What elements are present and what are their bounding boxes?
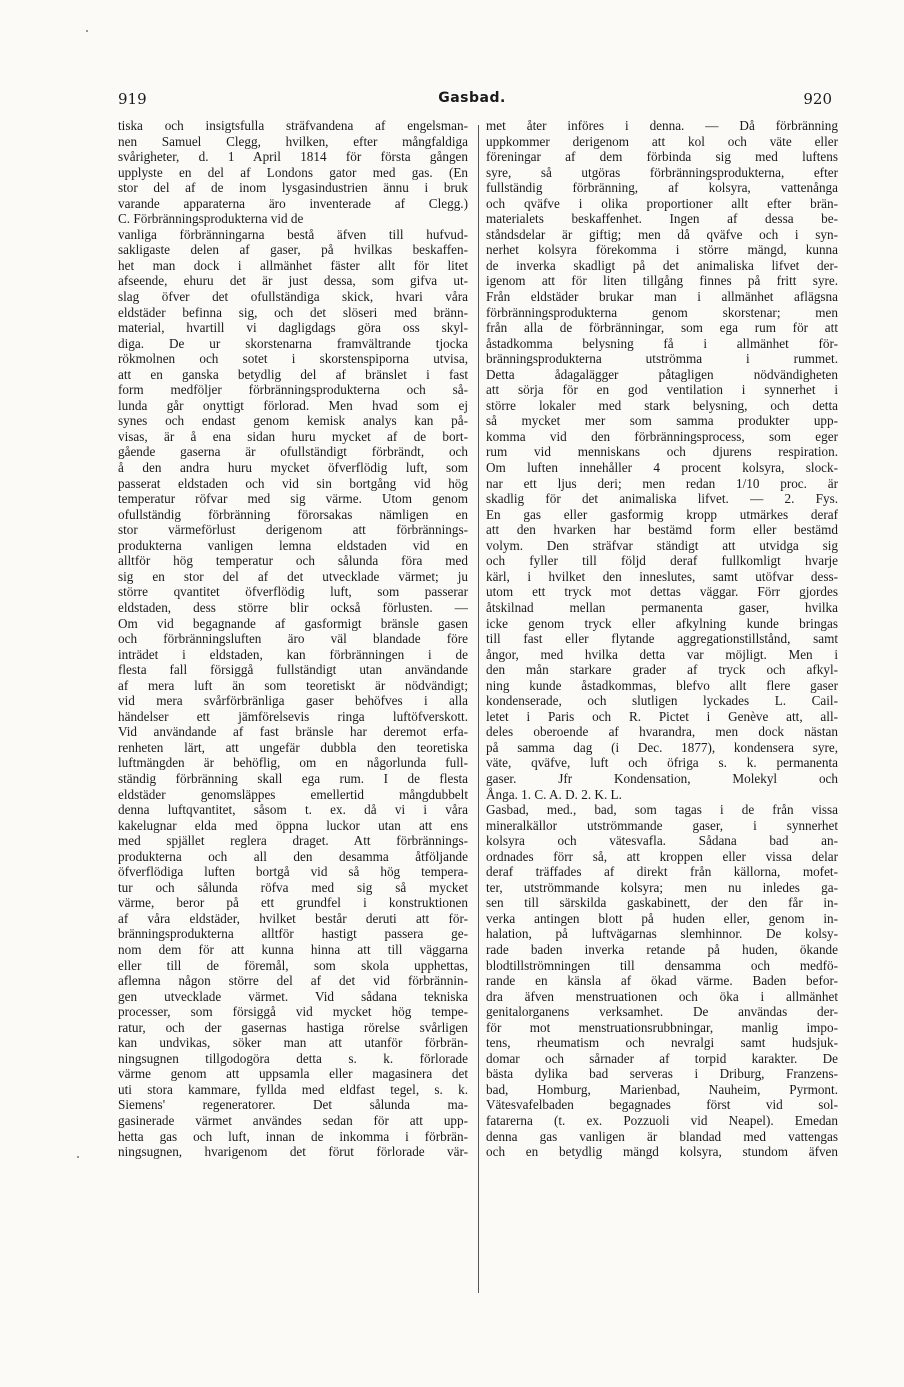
text-line: nerhet kolsyra förekomma i större mängd, kunna [486,242,838,258]
text-line: varande apparaterna äro inventerade af Clegg.) [118,195,468,211]
text-line: flesta fall försiggå fullständigt utan användande [118,662,468,678]
text-line: kan undvikas, söker man att utanför förbrän- [118,1035,468,1051]
text-line: hetta gas och luft, innan de inkomma i förbrän- [118,1128,468,1144]
text-line: eldstäder befinna sig, och det slöseri med bränn- [118,304,468,320]
text-line: domar och sårnader af torpid karakter. De [486,1050,838,1066]
text-line: nar ett ljus deri; men redan 1/10 proc. är [486,475,838,491]
text-line: tens, rheumatism och nevralgi samt hudsjuk- [486,1035,838,1051]
text-line: blodtillströmningen till densamma och medfö- [486,957,838,973]
text-line: vid mera svårförbränliga gaser behöfves i alla [118,693,468,709]
text-line: bränningsprodukterna utströmma i rummet. [486,351,838,367]
text-line: tur och sålunda röfva med sig så mycket [118,879,468,895]
text-line: rande en känsla af ökad värme. Baden befor- [486,973,838,989]
text-line: svårigheter, d. 1 April 1814 för första gången [118,149,468,165]
right-text-column [486,118,838,1298]
text-line: Om vid begagnande af gasformigt bränsle gasen [118,615,468,631]
text-line: ter, utströmmande kolsyra; men nu inledes ga- [486,879,838,895]
text-line: visas, är å ena sidan huru mycket af de bort- [118,428,468,444]
text-line: gen utvecklade värmet. Vid sådana tekniska [118,988,468,1004]
text-line: materialets beskaffenhet. Ingen af dessa be- [486,211,838,227]
text-line: med spjället reglera draget. Att förbrännings- [118,833,468,849]
text-line: väte, qväfve, luft och öfriga s. k. permanenta [486,755,838,771]
text-line: stor del af de inom lysgasindustrien ännu i bruk [118,180,468,196]
paper-speck [77,1156,79,1158]
text-line: eldstäder genomsläppes emellertid mångdubbelt [118,786,468,802]
text-line: aflemna någon större del af det vid förbrännin- [118,973,468,989]
text-line: ordnades förr så, att kroppen eller vissa delar [486,848,838,864]
text-line: de inverka skadligt på det animaliska lifvet der- [486,257,838,273]
text-line: deraf träffades af direkt från källorna, mofet- [486,864,838,880]
text-line: ständig förbränning skall ega rum. I de flesta [118,770,468,786]
text-line: Vätesvafelbaden begagnades först vid sol- [486,1097,838,1113]
text-line: rökmolnen och sotet i skorstenspiporna utvisa, [118,351,468,367]
text-line: icke genom tryck eller afkylning kunde bringas [486,615,838,631]
text-line: större qvantitet öfverflödig luft, som passerar [118,584,468,600]
text-line: ståndsdelar är giftig; men då qväfve och i syn- [486,226,838,242]
text-line: ningsugnen tillgodogöra detta s. k. förlorade [118,1050,468,1066]
text-line: kakelugnar elda med öppna luckor utan att ens [118,817,468,833]
text-line: Gasbad, med., bad, som tagas i de från vissa [486,802,838,818]
running-head: Gasbad. [438,90,506,106]
text-line: för mot menstruationsrubbningar, manlig impo- [486,1019,838,1035]
text-line: bränningsprodukterna alltför hastigt passera ge- [118,926,468,942]
text-line: volym. Den sträfvar ständigt att utvidga sig [486,537,838,553]
text-line: produkterna vanligen lemna eldstaden vid en [118,537,468,553]
column-rule [478,125,479,1293]
text-line: kondenserade, och slutligen lyckades L. Cail- [486,693,838,709]
text-line: met åter införes i denna. — Då förbränning [486,118,838,133]
page-number-left: 919 [118,90,147,108]
text-line: Från eldstäder brukar man i allmänhet aflägsna [486,289,838,305]
text-line: upplyste en del af Londons gator med gas. (En [118,164,468,180]
page-header [112,90,832,112]
text-line: denna luftqvantitet, såsom t. ex. då vi i våra [118,802,468,818]
paper-speck [86,30,88,32]
text-line: inträdet i eldstaden, kan förbränningen i de [118,646,468,662]
text-line: Om luften innehåller 4 procent kolsyra, slock- [486,460,838,476]
text-line: Vid användande af fast bränsle har deremot erfa- [118,724,468,740]
text-line: denna gas vanligen är blandad med vattengas [486,1128,838,1144]
text-line: kärl, i hvilket den inneslutes, samt utöfvar dess- [486,568,838,584]
text-line: större lokaler med stark belysning, och detta [486,397,838,413]
text-line: kolsyra och vätesvafla. Sådana bad an- [486,833,838,849]
text-line: stor värmeförlust derigenom att förbrännings- [118,522,468,538]
text-line: lunda går onyttigt förlorad. Men hvad som ej [118,397,468,413]
text-line: temperatur röfvar med sig värme. Utom genom [118,491,468,507]
text-line: material, hvartill vi dagligdags göra oss skyl- [118,320,468,336]
text-line: tiska och insigtsfulla sträfvandena af engelsman- [118,118,468,133]
text-line: dra äfven menstruationen och öka i allmänhet [486,988,838,1004]
text-line: nom dem för att kunna hinna att till väggarna [118,941,468,957]
text-line: rade baden inverka retande på huden, ökande [486,941,838,957]
text-line: afseende, ehuru det är just dessa, som gifva ut- [118,273,468,289]
text-line: halation, på luftvägarnas slemhinnor. De kolsy- [486,926,838,942]
text-line: syre, så utgöras förbränningsprodukterna, efter [486,164,838,180]
text-line: bad, Homburg, Marienbad, Nauheim, Pyrmont. [486,1081,838,1097]
text-line: bästa dylika bad serveras i Driburg, Franzens- [486,1066,838,1082]
text-line: å den andra huru mycket öfverflödig luft, som [118,460,468,476]
text-line: vanliga förbränningarna bestå äfven till hufvud- [118,226,468,242]
text-line: gaser. Jfr Kondensation, Molekyl och [486,770,838,786]
text-line: ofullständig förbränning förorsakas nämligen en [118,506,468,522]
text-line: processer, som försiggå vid mycket hög tempe- [118,1004,468,1020]
text-line: C. Förbränningsprodukterna vid de [118,211,304,227]
text-line: eller till de föremål, som skola upphettas, [118,957,468,973]
text-line: på samma dag (i Dec. 1877), kondensera syre, [486,739,838,755]
text-line: af mera luft än som teoretiskt är nödvändigt; [118,677,468,693]
text-line: renheten lärt, att ungefär dubbla den teoretiska [118,739,468,755]
text-line: skadlig för det animaliska lifvet. — 2. Fys. [486,491,838,507]
text-line: het man dock i allmänhet fäster allt för litet [118,257,468,273]
text-line: Ånga. 1. C. A. D. 2. K. L. [486,786,622,802]
text-line: öfverflödiga luften bortgå vid så hög tempera- [118,864,468,880]
text-line: alltför hög temperatur och sålunda föra med [118,553,468,569]
text-line: till fast eller flytande aggregationstillstånd, samt [486,631,838,647]
text-line: uti stora kammare, fyllda med eldfast tegel, s. k. [118,1081,468,1097]
text-line: produkterna och all den desamma åtföljande [118,848,468,864]
text-line: deles oberoende af hvarandra, men dock nästan [486,724,838,740]
text-line: ning kunde åstadkommas, blefvo allt flere gaser [486,677,838,693]
text-line: åstadkomma belysning få i allmänhet för- [486,335,838,351]
text-line: Siemens' regeneratorer. Det sålunda ma- [118,1097,468,1113]
text-line: gasinerade värmet användes sedan för att upp- [118,1113,468,1128]
text-line: komma vid den förbränningsprocess, som eger [486,428,838,444]
text-line: nen Samuel Clegg, hvilken, efter mångfaldiga [118,133,468,149]
text-line: passerat eldstaden och vid sin bortgång vid hög [118,475,468,491]
text-line: sakligaste delen af gaser, på hvilkas beskaffen- [118,242,468,258]
text-line: diga. De ur skorstenarna framvältrande tjocka [118,335,468,351]
text-line: genitalorganens verksamhet. De användas der- [486,1004,838,1020]
text-line: verka antingen blott på huden eller, genom in- [486,910,838,926]
text-line: den mån starkare grader af tryck och afkyl- [486,662,838,678]
text-line: luftmängden är behöflig, om en någorlunda full- [118,755,468,771]
text-line: förbränningsprodukterna genom skorstenar; men [486,304,838,320]
text-line: igenom att för liten tillgång finnes på fritt syre. [486,273,838,289]
page-number-right: 920 [803,90,832,108]
text-line: värme, beror på ett grundfel i konstruktionen [118,895,468,911]
text-line: att sörja för en god ventilation i synnerhet i [486,382,838,398]
text-line: eldstaden, dess större blir också förlusten. — [118,599,468,615]
text-line: rum vid menniskans och djurens respiration. [486,444,838,460]
text-line: uppkommer derigenom att kol och väte eller [486,133,838,149]
text-line: från alla de förbränningar, som ega rum för att [486,320,838,336]
text-line: ratur, och der gasernas hastiga rörelse svårligen [118,1019,468,1035]
text-line: utom ett tryck mot dettas väggar. Förr gjordes [486,584,838,600]
text-line: form medföljer förbränningsprodukterna och så- [118,382,468,398]
text-line: att den hvarken har bestämd form eller bestämd [486,522,838,538]
text-line: värme genom att uppsamla eller magasinera det [118,1066,468,1082]
text-line: sig en stor del af det utvecklade värmet; ju [118,568,468,584]
text-line: ningsugnen, hvarigenom det förut förlorade vär- [118,1144,468,1160]
text-line: mineralkällor utströmmande gaser, i synnerhet [486,817,838,833]
left-text-column [118,118,468,1298]
text-line: synes och endast genom kemisk analys kan på- [118,413,468,429]
text-line: åtskilnad mellan permanenta gaser, hvilka [486,599,838,615]
text-line: föreningar af dem förbinda sig med luftens [486,149,838,165]
text-line: sen till särskilda gaskabinett, der den får in- [486,895,838,911]
text-line: ångor, med hvilka detta var möjligt. Men i [486,646,838,662]
text-line: och en betydlig mängd kolsyra, stundom äfven [486,1144,838,1160]
text-line: och fyller till följd deraf fullkomligt hvarje [486,553,838,569]
text-line: så mycket mer som samma produkter upp- [486,413,838,429]
text-line: fullständig förbränning, af kolsyra, vattenånga [486,180,838,196]
text-line: att en ganska betydlig del af bränslet i fast [118,366,468,382]
text-line: händelser ett jämförelsevis ringa luftöfverskott. [118,708,468,724]
text-line: gående gaserna är ofullständigt förbrändt, och [118,444,468,460]
text-line: letet i Paris och R. Pictet i Genève att, all- [486,708,838,724]
text-line: och qväfve i olika proportioner allt efter brän- [486,195,838,211]
text-line: Detta ådagalägger påtagligen nödvändigheten [486,366,838,382]
text-line: slag öfver det ofullständiga skick, hvari våra [118,289,468,305]
text-line: fatarerna (t. ex. Pozzuoli vid Neapel). Emedan [486,1113,838,1128]
text-line: och förbränningsluften äro väl blandade före [118,631,468,647]
text-line: En gas eller gasformig kropp utmärkes deraf [486,506,838,522]
text-line: af våra eldstäder, hvilket består deruti att för- [118,910,468,926]
